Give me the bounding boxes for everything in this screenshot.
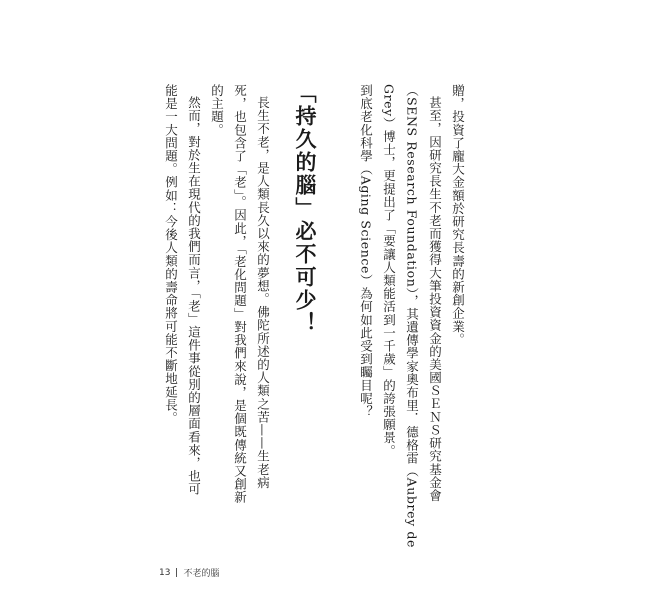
text-column: 贈，投資了龐大金額於研究長壽的新創企業。: [450, 84, 466, 346]
text-column: 甚至，因研究長生不老而獲得大筆投資資金的美國ＳＥＮＳ研究基金會: [427, 96, 443, 503]
page-footer: [159, 566, 219, 579]
text-column: 能是一大問題。例如：今後人類的壽命將可能不斷地延長。: [163, 84, 179, 425]
text-column: 長生不老，是人類長久以來的夢想。佛陀所述的人類之苦——生老病: [255, 96, 271, 489]
running-title: 不老的腦: [183, 569, 220, 579]
text-column: 到底老化科學（Aging Science）為何如此受到矚目呢？: [358, 84, 374, 419]
footer-divider: [176, 568, 177, 577]
text-column: 然而，對於生在現代的我們而言，「老」這件事從別的層面看來，也可: [186, 96, 202, 496]
text-column: 的主題。: [209, 84, 225, 137]
section-heading: 「持久的腦」必不可少！: [293, 82, 317, 335]
page-number: 13: [159, 567, 171, 578]
text-column: 死，也包含了「老」。因此，「老化問題」對我們來說，是個既傳統又創新: [232, 84, 248, 504]
text-column: Grey）博士，更提出了「要讓人類能活到一千歲」的誇張願景。: [381, 84, 397, 458]
text-column: （SENS Research Foundation），其遺傳學家奧布里．德格雷（Aubrey de: [404, 84, 420, 548]
